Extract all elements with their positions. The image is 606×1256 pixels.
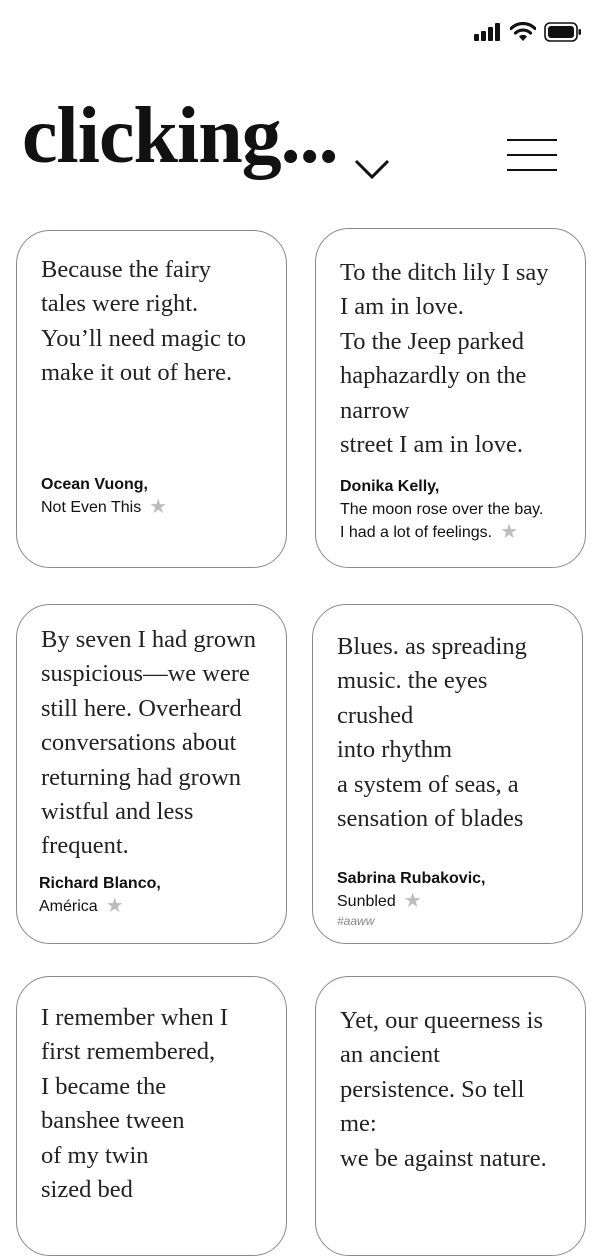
wifi-icon xyxy=(510,22,536,42)
poem-card[interactable] xyxy=(16,604,287,944)
poem-source-line: I had a lot of feelings. xyxy=(340,524,493,541)
poem-quote: Because the fairy tales were right. You’ll need magic to make it out of here. xyxy=(41,256,247,387)
poem-card[interactable] xyxy=(315,228,586,568)
poem-author: Ocean Vuong, xyxy=(41,476,148,493)
poem-attribution xyxy=(340,475,567,544)
poem-card[interactable] xyxy=(312,604,583,944)
poem-card[interactable] xyxy=(16,230,287,568)
poem-attribution xyxy=(337,867,564,929)
poem-source-line: The moon rose over the bay. xyxy=(340,501,544,518)
signal-icon xyxy=(474,23,502,41)
poem-tag[interactable]: #aaww xyxy=(337,914,375,928)
app-title: clicking... xyxy=(22,92,338,180)
poem-attribution xyxy=(39,872,268,918)
star-icon[interactable]: ★ xyxy=(149,496,168,518)
hamburger-menu-button[interactable] xyxy=(507,139,557,171)
poem-quote: Blues. as spreading music. the eyes crushed into rhythm a system of seas, a sensation of blades xyxy=(337,633,527,833)
poem-attribution xyxy=(41,473,268,519)
poem-quote: Yet, our queerness is an ancient persistence. So tell me: we be against nature. xyxy=(340,1007,547,1172)
star-icon[interactable]: ★ xyxy=(105,895,124,917)
chevron-down-icon[interactable] xyxy=(354,158,390,180)
poem-quote: By seven I had grown suspicious—we were still here. Overheard conversations about returning had grown wistful and less frequent. xyxy=(41,626,257,860)
poem-source: Not Even This xyxy=(41,499,142,516)
poem-card[interactable] xyxy=(315,976,586,1256)
poem-author: Richard Blanco, xyxy=(39,875,161,892)
poem-card[interactable] xyxy=(16,976,287,1256)
poem-quote: To the ditch lily I say I am in love. To the Jeep parked haphazardly on the narrow street I am in love. xyxy=(340,259,549,459)
menu-line xyxy=(507,169,557,171)
menu-line xyxy=(507,154,557,156)
poem-quote: I remember when I first remembered, I became the banshee tween of my twin sized bed xyxy=(41,1004,229,1204)
status-bar xyxy=(474,22,582,42)
menu-line xyxy=(507,139,557,141)
poem-author: Donika Kelly, xyxy=(340,478,440,495)
poem-source: Sunbled xyxy=(337,893,396,910)
poem-source: América xyxy=(39,898,98,915)
star-icon[interactable]: ★ xyxy=(403,890,422,912)
poem-author: Sabrina Rubakovic, xyxy=(337,870,486,887)
star-icon[interactable]: ★ xyxy=(500,521,519,543)
battery-icon xyxy=(544,22,582,42)
